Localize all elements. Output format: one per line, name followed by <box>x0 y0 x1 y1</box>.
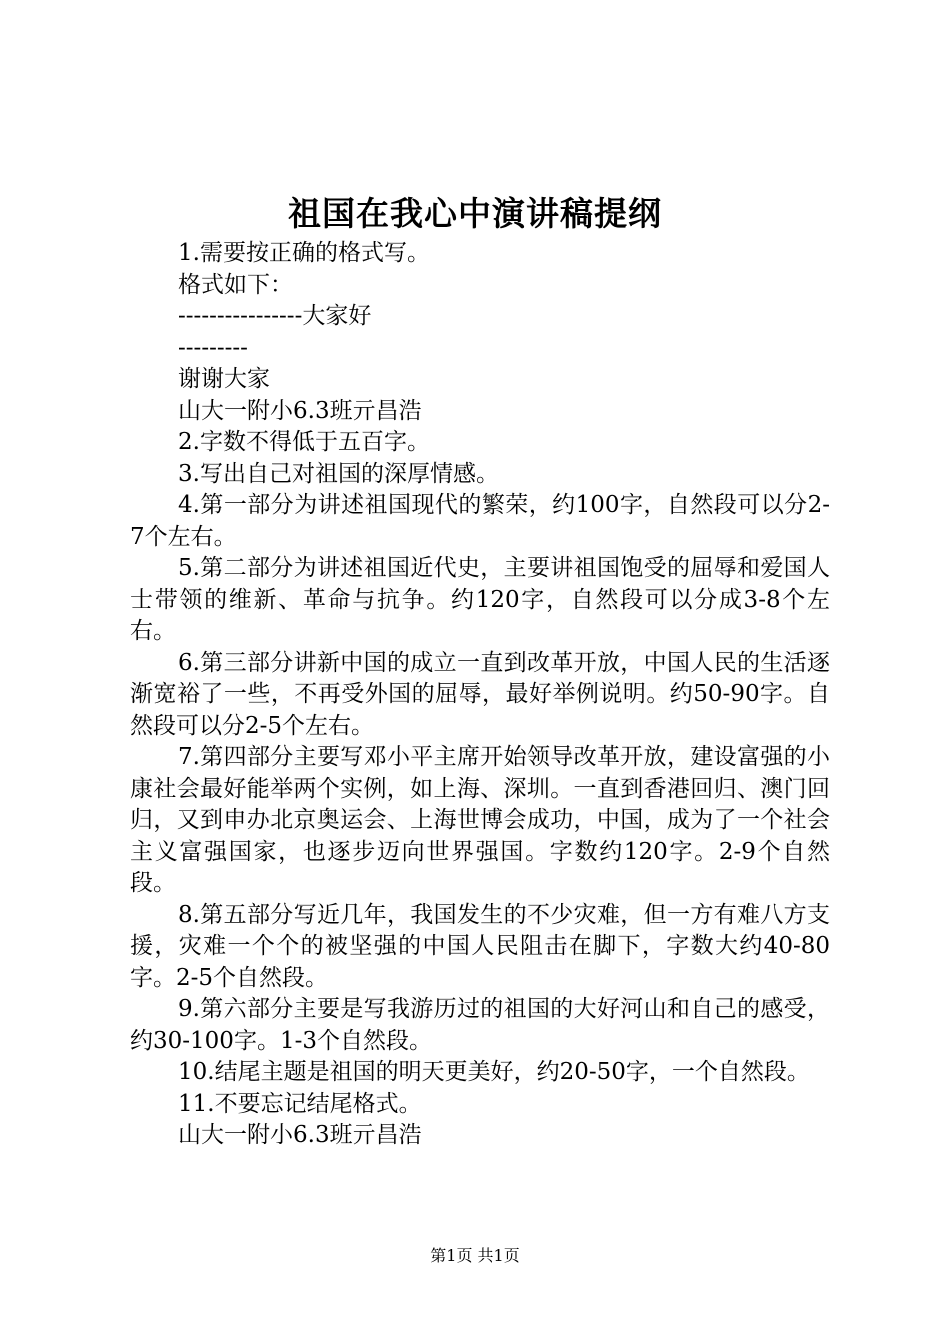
text-line: 山大一附小6.3班亓昌浩 <box>178 1122 422 1148</box>
paragraph: 9.第六部分主要是写我游历过的祖国的大好河山和自己的感受，约30-100字。1-3个自然段。 <box>130 996 830 1054</box>
paragraph: 10.结尾主题是祖国的明天更美好，约20-50字，一个自然段。 <box>178 1059 810 1085</box>
document-body <box>130 238 830 1152</box>
text-line: ----------------大家好 <box>178 303 372 329</box>
text-line: --------- <box>178 334 248 361</box>
text-line: 3.写出自己对祖国的深厚情感。 <box>178 460 499 487</box>
text-line: 山大一附小6.3班亓昌浩 <box>178 397 422 424</box>
paragraph: 5.第二部分为讲述祖国近代史，主要讲祖国饱受的屈辱和爱国人士带领的维新、革命与抗争。约120字，自然段可以分成3-8个左右。 <box>130 555 830 644</box>
paragraph: 6.第三部分讲新中国的成立一直到改革开放，中国人民的生活逐渐宽裕了一些，不再受外国的屈辱，最好举例说明。约50-90字。自然段可以分2-5个左右。 <box>130 649 830 739</box>
paragraph: 8.第五部分写近几年，我国发生的不少灾难，但一方有难八方支援，灾难一个个的被坚强的中国人民阻击在脚下，字数大约40-80字。2-5个自然段。 <box>130 901 830 991</box>
page-footer: 第1页 共1页 <box>430 1246 520 1265</box>
paragraph: 4.第一部分为讲述祖国现代的繁荣，约100字，自然段可以分2-7个左右。 <box>130 492 830 550</box>
text-line: 1.需要按正确的格式写。 <box>178 240 430 266</box>
text-line: 11.不要忘记结尾格式。 <box>178 1090 422 1117</box>
text-line: 2.字数不得低于五百字。 <box>178 429 430 455</box>
text-line: 谢谢大家 <box>178 366 270 392</box>
paragraph: 7.第四部分主要写邓小平主席开始领导改革开放，建设富强的小康社会最好能举两个实例，如上海、深圳。一直到香港回归、澳门回归，又到申办北京奥运会、上海世博会成功，中国，成为了一个社会主义富强国家，也逐步迈向世界强国。字数约120字。2-9个自然段。 <box>130 744 830 896</box>
text-line: 格式如下： <box>178 271 293 298</box>
document-title: 祖国在我心中演讲稿提纲 <box>288 194 662 233</box>
